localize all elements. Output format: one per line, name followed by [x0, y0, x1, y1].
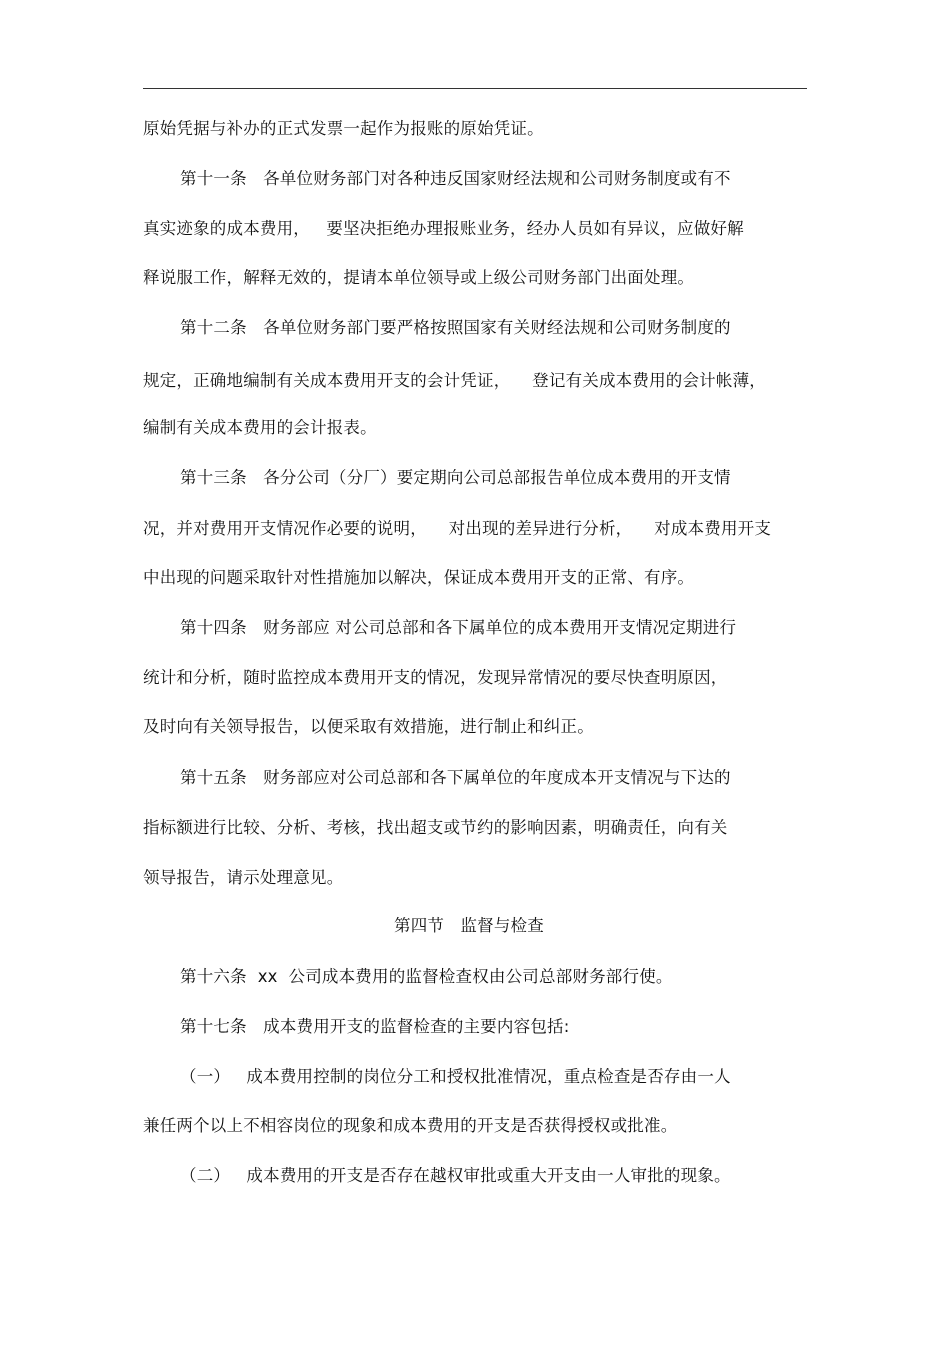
header-rule — [143, 88, 807, 89]
paragraph-line: 原始凭据与补办的正式发票一起作为报账的原始凭证。 — [143, 119, 544, 138]
item-2-line: （二） 成本费用的开支是否存在越权审批或重大开支由一人审批的现象。 — [180, 1166, 731, 1185]
paragraph-line: 规定，正确地编制有关成本费用开支的会计凭证， 登记有关成本费用的会计帐薄， — [143, 371, 766, 390]
paragraph-line: 兼任两个以上不相容岗位的现象和成本费用的开支是否获得授权或批准。 — [143, 1116, 678, 1135]
paragraph-line: 真实迹象的成本费用， 要坚决拒绝办理报账业务，经办人员如有异议，应做好解 — [143, 219, 744, 238]
article-14-line: 第十四条 财务部应 对公司总部和各下属单位的成本费用开支情况定期进行 — [180, 618, 737, 637]
article-13-line: 第十三条 各分公司（分厂）要定期向公司总部报告单位成本费用的开支情 — [180, 468, 731, 487]
section-heading: 第四节 监督与检查 — [394, 916, 544, 935]
paragraph-line: 统计和分析，随时监控成本费用开支的情况，发现异常情况的要尽快查明原因， — [143, 668, 728, 687]
paragraph-line: 指标额进行比较、分析、考核，找出超支或节约的影响因素，明确责任，向有关 — [143, 818, 728, 837]
article-16-line: 第十六条 xx 公司成本费用的监督检查权由公司总部财务部行使。 — [180, 967, 673, 986]
article-11-line: 第十一条 各单位财务部门对各种违反国家财经法规和公司财务制度或有不 — [180, 169, 731, 188]
paragraph-line: 释说服工作，解释无效的，提请本单位领导或上级公司财务部门出面处理。 — [143, 268, 695, 287]
article-17-line: 第十七条 成本费用开支的监督检查的主要内容包括: — [180, 1017, 570, 1036]
article-12-line: 第十二条 各单位财务部门要严格按照国家有关财经法规和公司财务制度的 — [180, 318, 731, 337]
paragraph-line: 及时向有关领导报告，以便采取有效措施，进行制止和纠正。 — [143, 717, 594, 736]
article-15-line: 第十五条 财务部应对公司总部和各下属单位的年度成本开支情况与下达的 — [180, 768, 731, 787]
item-1-line: （一） 成本费用控制的岗位分工和授权批准情况，重点检查是否存由一人 — [180, 1067, 731, 1086]
paragraph-line: 领导报告，请示处理意见。 — [143, 868, 344, 887]
paragraph-line: 编制有关成本费用的会计报表。 — [143, 418, 377, 437]
paragraph-line: 况，并对费用开支情况作必要的说明， 对出现的差异进行分析， 对成本费用开支 — [143, 519, 772, 538]
paragraph-line: 中出现的问题采取针对性措施加以解决，保证成本费用开支的正常、有序。 — [143, 568, 695, 587]
